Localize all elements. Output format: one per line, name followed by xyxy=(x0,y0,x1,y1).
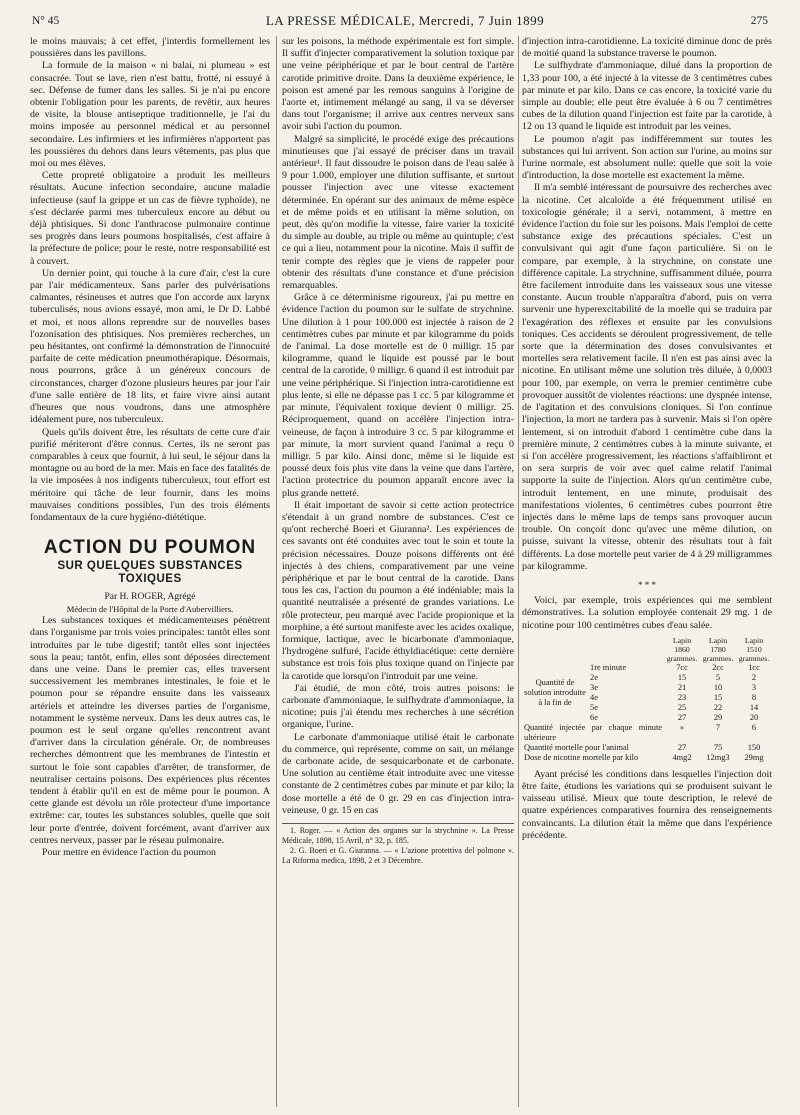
paragraph: Malgré sa simplicité, le procédé exige des précautions minutieuses que j'ai essayé de préciser dans un travail antérieur¹. Il faut dissoudre le poison dans de l'eau salée à 9 pour 1.000, employer une dilution suffisante, et surtout pousser l'injection avec une vitesse exactement déterminée. En opérant sur des animaux de même espèce et de même poids et en utilisant la même solution, on peut, dès qu'on modifie la vitesse, faire varier la toxicité du simple au double, au triple ou même au quintuple; c'est ce qui a lieu, notamment pour la nicotine. Mais il suffit de tenir compte des règles que je viens de rappeler pour obtenir des résultats d'une constance et d'une précision remarquables. xyxy=(282,133,514,292)
paragraph: Cette propreté obligatoire a produit les meilleurs résultats. Aucune infection secondaire, aucune maladie infectieuse (sauf la grippe et un cas de fièvre typhoïde), ne s'est déclarée parmi mes tuberculeux encore au début ou déjà phtisiques. Si donc l'anthracose pulmonaire continue ses progrès dans leurs poumons hospitalisés, c'est affaire à la préfecture de police; pour le reste, notre responsabilité est à couvert. xyxy=(30,170,270,267)
table-cell: 150 xyxy=(747,742,761,752)
section-separator: * * * xyxy=(638,579,656,590)
table-cell: 21 xyxy=(677,682,687,692)
row-label: 2e xyxy=(590,672,598,682)
paragraph: le moins mauvais; à cet effet, j'interdis formellement les poussières dans les pavillons. xyxy=(30,36,270,60)
paragraph: La formule de la maison « ni balai, ni plumeau » est consacrée. Tout se lave, rien n'est battu, frotté, ni essuyé à sec. Défense de fumer dans les salles. Si je n'ai pu encore obtenir l'obligation pour les parents, de revêtir, aux heures de visite, la blouse antiseptique traditionnelle, je l'ai du moins imposée au personnel médical et au personnel secondaire. Les infirmiers et les infirmières n'apportent pas les poussières du dehors dans leurs vêtements, pas plus que moi ou mes élèves. xyxy=(30,60,270,170)
column-header: Lapin 1780 grammes. xyxy=(702,635,734,663)
table-cell: 15 xyxy=(677,672,687,682)
table-cell: 15 xyxy=(713,692,723,702)
footnote: 2. G. Boeri et G. Giuranna. — « L'azione protettiva del polmone ». La Riforma medica, 1898, 2 et 3 Décembre. xyxy=(282,846,514,865)
experiment-table xyxy=(522,636,772,763)
table-cell: » xyxy=(679,722,685,732)
paragraph: Quels qu'ils doivent être, les résultats de cette cure d'air purifié mériteront d'être connus. Certes, ils ne seront pas comparables à ceux que fournit, à lui seul, le séjour dans la montagne ou au bord de la mer. Mais en face des fatalités de la vie imposées à nos indigents tuberculeux, tout effort est méritoire qui tâche de leur fournir, dans les moins mauvaises conditions possibles, l'un des trois éléments fondamentaux de la cure hygiéno-diététique. xyxy=(30,426,270,523)
journal-title: LA PRESSE MÉDICALE, Mercredi, 7 Juin 1899 xyxy=(265,13,545,28)
paragraph: Pour mettre en évidence l'action du poumon xyxy=(42,847,216,858)
table-cell: 5 xyxy=(715,672,721,682)
article-subtitle: SUR QUELQUES SUBSTANCES TOXIQUES xyxy=(57,560,243,585)
issue-number: N° 45 xyxy=(32,15,60,27)
row-label: Dose de nicotine mortelle par kilo xyxy=(524,752,639,762)
paragraph: Voici, par exemple, trois expériences qui me semblent démonstratives. La solution employée contenait 29 mg. 1 de nicotine pour 100 centimètres cubes d'eau salée. xyxy=(522,595,772,631)
table-row xyxy=(522,753,772,763)
column-1 xyxy=(30,36,270,859)
paragraph: Il était important de savoir si cette action protectrice s'étendait à un grand nombre de substances. C'est ce qu'ont recherché Boeri et Giuranna². Les expériences de ces savants ont été conduites avec tout le soin et toute la précision nécessaires. Douze poisons différents ont été injectés à des chiens, comparativement par une veine périphérique et par le bout central de la carotide. Dans tous les cas, l'action du poumon a été indéniable; mais la quantité neutralisée a présenté de grandes variations. Le rôle protecteur, peu marqué avec l'acide propionique et la morphine, a été surtout manifeste avec les acides oxalique, formique, lactique, avec le bicarbonate d'ammoniaque, l'hydrogène sulfuré, l'acide éthyldiacétique: cette dernière substance est trois fois plus toxique quand on l'injecte par la carotide que lorsqu'on l'introduit par une veine. xyxy=(282,499,514,682)
table-cell: 25 xyxy=(677,702,687,712)
column-header: Lapin 1860 grammes. xyxy=(666,635,698,663)
table-cell: 12mg3 xyxy=(706,752,730,762)
table-cell: 10 xyxy=(713,682,723,692)
row-label: Quantité mortelle pour l'animal xyxy=(524,742,630,752)
table-row xyxy=(522,743,772,753)
row-label: Quantité injectée par chaque minute ultérieure xyxy=(524,722,662,742)
table-cell: 29mg xyxy=(744,752,764,762)
article-title: ACTION DU POUMON xyxy=(43,537,257,559)
table-cell: 20 xyxy=(749,712,759,722)
paragraph: Grâce à ce déterminisme rigoureux, j'ai pu mettre en évidence l'action du poumon sur le sulfate de strychnine. Une dilution à 1 pour 100.000 est injectée à raison de 2 centimètres cubes par minute et par kilogramme du poids de l'animal. La dose mortelle est de 0 milligr. 15 par kilogramme, quand le liquide est poussé par le bout central de la carotide, 0 milligr. 6 quand il est introduit par une veine périphérique. Si l'injection intra-carotidienne est plus lente, si elle ne dépasse pas 1 cc. 5 par kilogramme et par minute, l'équivalent toxique devient 0 milligr. 25. Réciproquement, quand on accélère l'injection intra-veineuse, de façon à introduire 3 cc. 5 par kilogramme et par minute, la mort survient quand l'animal a reçu 0 milligr. 5 par kilo. Ainsi donc, même si le liquide est poussé deux fois plus vite dans la veine que dans l'artère, l'action protectrice du poumon apparaît encore avec la plus grande netteté. xyxy=(282,292,514,499)
paragraph: Les substances toxiques et médicamenteuses pénètrent dans l'organisme par trois voies principales: tantôt elles sont introduites par le tube digestif; tantôt elles sont injectées sous la peau; tantôt, enfin, elles sont déposées directement dans une veine. Dans le premier cas, elles traversent successivement les membranes intestinales, le foie et le poumon pour se répandre ensuite dans les vaisseaux artériels et atteindre les diverses parties de l'organisme, notamment le système nerveux. Dans les deux autres cas, le poumon est le seul organe qu'elles rencontrent avant d'arriver dans la circulation générale. Or, de nombreuses recherches démontrent que les membranes de l'intestin et surtout le foie sont capables d'arrêter, de transformer, de neutraliser certains poisons. Des expériences plus récentes tendent à établir qu'il en est de même pour le poumon. A cette glande est dévolu un rôle protecteur d'une importance extrême: car, toutes les substances solubles, quelle que soit leur porte d'entrée, doivent forcément, avant d'arriver aux centres nerveux, passer par le réseau pulmonaire. xyxy=(30,615,270,846)
author-byline: Par H. ROGER, Agrégé xyxy=(104,591,196,602)
footnote: 1. Roger. — « Action des organes sur la strychnine ». La Presse Médicale, 1898, 15 Avril, n° 32, p. 185. xyxy=(282,826,514,845)
table-cell: 2cc xyxy=(712,662,724,672)
paragraph: Un dernier point, qui touche à la cure d'air, c'est la cure par l'air médicamenteux. Sans parler des pulvérisations calmantes, résineuses et autres que l'on accorde aux larynx tuberculisés, nous avions essayé, mon ami, le Dr D. Labbé et moi, et nous allons reprendre sur de nouvelles bases l'ozonisation des phtisiques. Nos premières recherches, un peu hésitantes, ont confirmé la démonstration de l'innocuité parfaite de cette médication pneumothérapique. Désormais, nous pourrons, grâce à un généreux concours de circonstances, charger d'ozone plusieurs heures par jour l'air d'une salle entière de 18 lits, et faire vivre ainsi autant d'heures que nous voudrons, dans une atmosphère idéalement pure, nos tuberculeux. xyxy=(30,267,270,426)
row-label: 3e xyxy=(590,682,598,692)
table-cell: 1cc xyxy=(748,662,760,672)
footnotes xyxy=(282,823,514,866)
paragraph: Le poumon n'agit pas indifféremment sur toutes les substances qui lui arrivent. Son action sur l'urine, au moins sur l'urine normale, est absolument nulle: quelle que soit la voie d'introduction, la dose mortelle est exactement la même. xyxy=(522,133,772,182)
table-cell: 23 xyxy=(677,692,687,702)
row-group-label: Quantité de solution introduite à la fin de xyxy=(524,677,586,707)
table-cell: 7 xyxy=(715,722,721,732)
column-header: Lapin 1510 grammes. xyxy=(738,635,770,663)
table-corner xyxy=(522,636,588,663)
row-label: 5e xyxy=(590,702,598,712)
table-cell: 4mg2 xyxy=(672,752,692,762)
paragraph: Le carbonate d'ammoniaque utilisé était le carbonate du commerce, qui représente, comme on sait, un mélange de carbonate acide, de sesquicarbonate et de carbonate. Une solution au centième était introduite avec une vitesse constante de 2 centimètres cubes par minute et par kilo; la dose mortelle a été de 0 gr. 29 en cas d'injection intra-veineuse, 0 gr. 15 en cas xyxy=(282,731,514,816)
column-rule xyxy=(276,36,277,1107)
table-cell: 27 xyxy=(677,712,687,722)
table-cell: 14 xyxy=(749,702,759,712)
column-rule xyxy=(518,36,519,1107)
paragraph: sur les poisons, la méthode expérimentale est fort simple. Il suffit d'injecter comparativement la solution toxique par une veine périphérique et par le bout central de l'artère carotide primitive droite. Dans la deuxième expérience, le poison est amené par les remous sanguins à l'origine de l'aorte et, intimement mélangé au sang, il va se déverser dans tout l'organisme; il arrive aux centres nerveux sans avoir subi l'action du poumon. xyxy=(282,36,514,133)
page-header xyxy=(32,10,768,32)
table-cell: 29 xyxy=(713,712,723,722)
row-label: 4e xyxy=(590,692,598,702)
paragraph: d'injection intra-carotidienne. La toxicité diminue donc de près de moitié quand la substance traverse le poumon. xyxy=(522,36,772,60)
author-affiliation: Médecin de l'Hôpital de la Porte d'Aubervilliers. xyxy=(66,603,234,614)
table-corner xyxy=(588,636,664,663)
paragraph: Le sulfhydrate d'ammoniaque, dilué dans la proportion de 1,33 pour 100, a été injecté à la vitesse de 3 centimètres cubes par minute et par kilo. Dans ce cas encore, la toxicité varie du simple au double; elle peut être évaluée à 6 ou 7 centimètres cubes de la dilution quand l'injection est faite par la carotide, à 12 ou 13 quand le liquide est introduit par les veines. xyxy=(522,60,772,133)
table-cell: 3 xyxy=(751,682,757,692)
table-cell: 7cc xyxy=(676,662,688,672)
page-number: 275 xyxy=(750,15,768,27)
table-row xyxy=(522,663,772,673)
row-label: 6e xyxy=(590,712,598,722)
table-cell: 2 xyxy=(751,672,757,682)
table-cell: 22 xyxy=(713,702,723,712)
table-cell: 8 xyxy=(751,692,757,702)
table-cell: 27 xyxy=(677,742,687,752)
paragraph: Il m'a semblé intéressant de poursuivre des recherches avec la nicotine. Cet alcaloïde a été fréquemment utilisé en toxicologie générale; il a servi, notamment, à mettre en évidence l'action du foie sur les poisons. Mais l'emploi de cette substance exige des précautions spéciales. C'est un convulsivant qui agit d'une façon particulière. Si on le compare, par exemple, à la strychnine, on constate une différence capitale. La strychnine, suffisamment diluée, pourra être facilement introduite dans les vaisseaux sous une vitesse constante. Aucun trouble n'apparaîtra d'abord, puis on verra survenir une hyperexcitabilité de la moelle qui se traduira par l'exagération des réflexes et ensuite par les convulsions toniques. Ces accidents se déroulent progressivement, de telle sorte que la détermination des doses convulsivantes et mortelles sera relativement facile. Il n'en est pas ainsi avec la nicotine. En utilisant même une solution très diluée, à 0,0003 pour 100, par exemple, on verra le premier centimètre cube provoquer aussitôt de violentes réactions: une dyspnée intense, de l'agitation et des convulsions cloniques. Si l'on continue l'injection, la mort ne tardera pas à survenir. Mais si l'on opère lentement, si on introduit d'abord 1 centimètre cube dans la première minute, 2 centimètres cubes à la minute suivante, et si l'on accélère progressivement, les réactions s'affaibliront et on sera surpris de voir avec quel calme relatif l'animal supporte la suite de l'injection. Alors qu'un centimètre cube, introduit lentement, en une minute, produisait des manifestations violentes, 6 centimètres cubes pourront être injectés dans le même laps de temps sans provoquer aucun trouble. On conçoit donc qu'avec une même dilution, on puisse, suivant la vitesse, obtenir des résultats tout à fait différents. La dose mortelle peut varier de 4 à 29 milligrammes par kilogramme. xyxy=(522,182,772,572)
table-cell: 6 xyxy=(751,722,757,732)
column-3 xyxy=(522,36,772,842)
paragraph: J'ai étudié, de mon côté, trois autres poisons: le carbonate d'ammoniaque, le sulfhydrate d'ammoniaque, la nicotine; puis j'ai étendu mes recherches à une sécrétion organique, l'urine. xyxy=(282,682,514,731)
column-2 xyxy=(282,36,514,866)
table-row xyxy=(522,723,772,743)
row-label: 1re minute xyxy=(590,662,627,672)
table-cell: 75 xyxy=(713,742,723,752)
paragraph: Ayant précisé les conditions dans lesquelles l'injection doit être faite, étudions les variations qui se produisent suivant le vaisseau utilisé. Mieux que toute description, le relevé de quatre expériences comparatives fournira des renseignements convaincants. La dilution était la même que dans l'expérience précédente. xyxy=(522,768,772,841)
